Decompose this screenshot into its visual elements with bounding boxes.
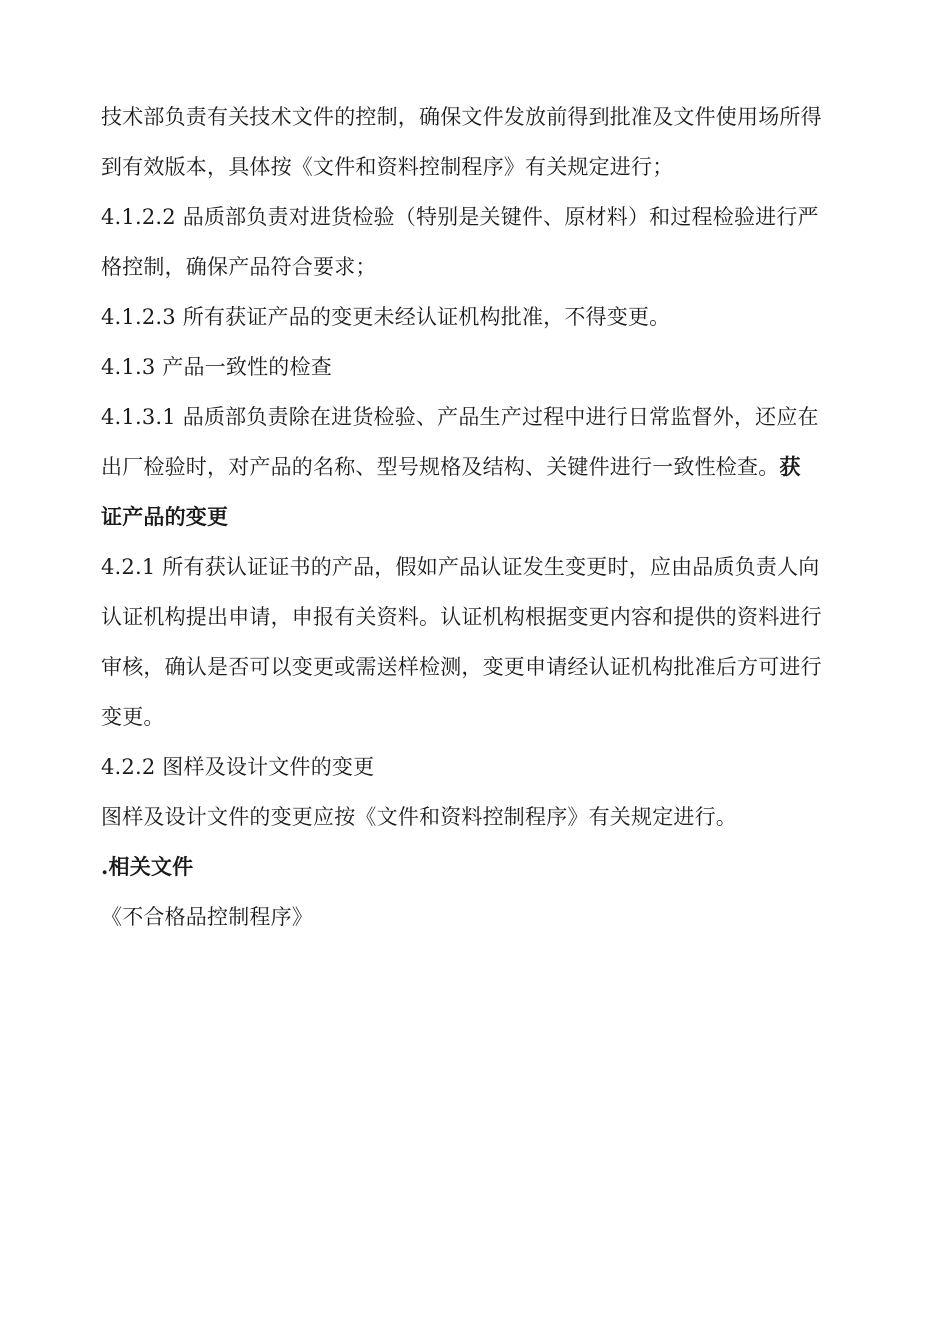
text-line: 到有效版本，具体按《文件和资料控制程序》有关规定进行； xyxy=(101,155,674,179)
text-line: 图样及设计文件的变更应按《文件和资料控制程序》有关规定进行。 xyxy=(101,805,737,829)
inline-heading-start: 获 xyxy=(779,454,801,479)
section-subheading: 4.2.2 图样及设计文件的变更 xyxy=(101,755,375,779)
text-line: 变更。 xyxy=(101,705,165,729)
text-line: 认证机构提出申请，申报有关资料。认证机构根据变更内容和提供的资料进行 xyxy=(101,605,822,629)
section-heading-product-change: 证产品的变更 xyxy=(101,504,229,529)
text-line: 4.1.2.2 品质部负责对进货检验（特别是关键件、原材料）和过程检验进行严 xyxy=(101,205,819,229)
text-line-segment: 出厂检验时，对产品的名称、型号规格及结构、关键件进行一致性检查。 xyxy=(101,455,780,479)
text-line xyxy=(101,442,861,492)
text-line: 审核，确认是否可以变更或需送样检测，变更申请经认证机构批准后方可进行 xyxy=(101,655,822,679)
text-line: 4.1.3.1 品质部负责除在进货检验、产品生产过程中进行日常监督外，还应在 xyxy=(101,405,819,429)
text-line: 技术部负责有关技术文件的控制，确保文件发放前得到批准及文件使用场所得 xyxy=(101,105,822,129)
related-document-title: 《不合格品控制程序》 xyxy=(101,905,313,929)
text-line: 4.2.1 所有获认证证书的产品，假如产品认证发生变更时，应由品质负责人向 xyxy=(101,555,820,579)
text-line: 4.1.2.3 所有获证产品的变更未经认证机构批准，不得变更。 xyxy=(101,305,671,329)
document-body xyxy=(101,92,861,942)
section-heading-related-documents: .相关文件 xyxy=(101,854,194,879)
section-subheading: 4.1.3 产品一致性的检查 xyxy=(101,355,332,379)
text-line: 格控制，确保产品符合要求； xyxy=(101,255,377,279)
